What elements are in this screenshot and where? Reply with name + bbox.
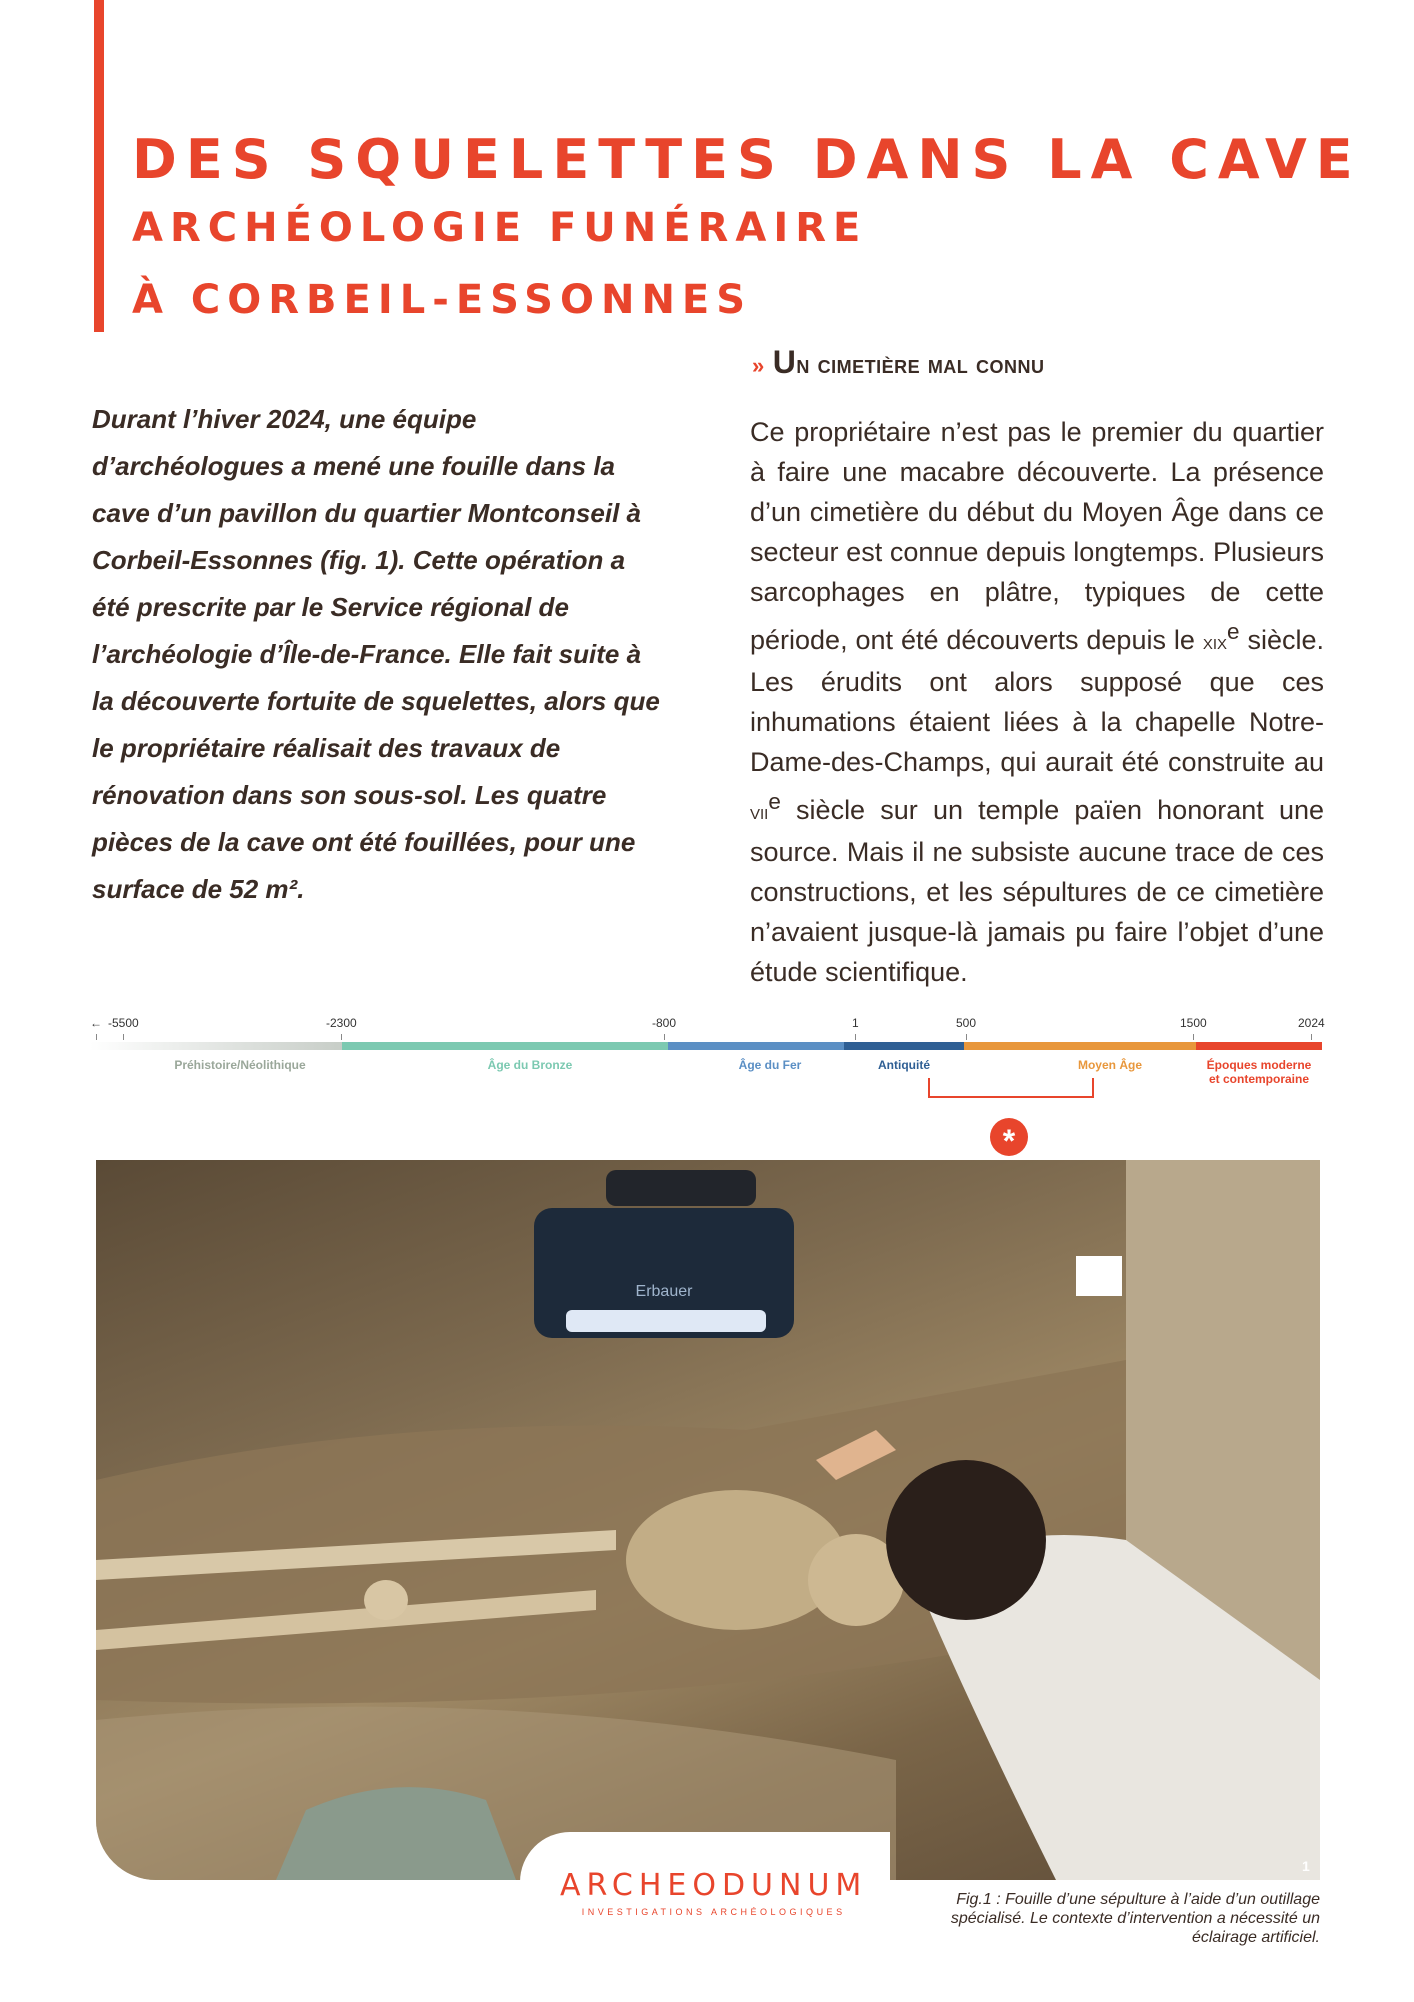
archeodunum-logo (560, 1868, 867, 1917)
archaeologist-hair (886, 1460, 1046, 1620)
logo-tab (520, 1832, 890, 2002)
body-text-part-2: siècle. Les érudits ont alors supposé que ces inhumations étaient liées à la chapelle Notre-Dame-des-Champs, qui aurait été construite au (750, 625, 1324, 777)
timeline-bar-antiquity (844, 1042, 964, 1050)
century-19: xix (1202, 629, 1228, 654)
chronology-timeline (90, 1016, 1330, 1159)
excavation-photo (96, 1160, 1320, 1880)
timeline-bar-bronze (342, 1042, 668, 1050)
section-heading-initial: U (772, 344, 797, 380)
timeline-bar-prehistory (90, 1042, 342, 1050)
century-7-suffix: e (768, 789, 781, 814)
intro-text-2: Les quatre pièces de la cave ont été fouillées, pour une surface de 52 m². (92, 780, 636, 904)
timeline-bar-iron (668, 1042, 844, 1050)
timeline-label-prehistory: Préhistoire/Néolithique (174, 1058, 306, 1072)
timeline-label-middle-ages: Moyen Âge (1077, 1058, 1142, 1072)
lamp-light (566, 1310, 766, 1332)
timeline-tick: -2300 (326, 1016, 357, 1030)
timeline-tick: -800 (652, 1016, 677, 1030)
period-bracket (928, 1078, 1094, 1098)
logo-wordmark: ARCHEODUNUM (560, 1868, 868, 1903)
timeline-label-iron: Âge du Fer (738, 1058, 802, 1072)
page-subtitle-line-1: ARCHÉOLOGIE FUNÉRAIRE (132, 205, 868, 251)
timeline-tick: 500 (956, 1016, 977, 1030)
page-subtitle-line-2: À CORBEIL-ESSONNES (132, 277, 753, 323)
work-lamp (534, 1170, 794, 1338)
section-heading (752, 344, 1045, 381)
timeline-arrow-icon: ← (90, 1016, 102, 1030)
lamp-handle (606, 1170, 756, 1206)
page-title: DES SQUELETTES DANS LA CAVE (132, 128, 1362, 191)
timeline-tick: 1500 (1180, 1016, 1207, 1030)
title-accent-bar (94, 0, 104, 332)
asterisk-marker-icon: * (990, 1118, 1028, 1156)
figure-number: 1 (1302, 1858, 1310, 1874)
timeline-label-modern-line-2: et contemporaine (1208, 1072, 1310, 1086)
intro-text: Durant l’hiver 2024, une équipe d’archéologues a mené une fouille dans la cave d’un pavillon du quartier Montconseil à Corbeil-Essonnes (fig. 1). Cette opération a été prescrite par le Service régional de l’archéologie d’Île-de-France. Elle fait suite à la découverte fortuite de squelettes, alors que le propriétaire réalisait des travaux de rénovation dans son sous-sol. (92, 404, 660, 810)
figure-caption: Fig.1 : Fouille d’une sépulture à l’aide d’un outillage spécialisé. Le contexte d’intervention a nécessité un éclairage artificiel. (950, 1891, 1320, 1946)
section-heading-text: n cimetière mal connu (796, 349, 1045, 379)
timeline-bar-middle-ages (964, 1042, 1196, 1050)
timeline-bar-modern (1196, 1042, 1322, 1050)
logo-tagline: INVESTIGATIONS ARCHÉOLOGIQUES (581, 1907, 846, 1917)
timeline-label-modern (1196, 1058, 1322, 1086)
timeline-label-antiquity: Antiquité (878, 1058, 930, 1072)
timeline-tick: 2024 (1298, 1016, 1325, 1030)
lamp-brand-label: Erbauer (635, 1283, 693, 1300)
excavation-illustration (96, 1160, 1320, 1880)
joint-bone (364, 1580, 408, 1620)
chevron-icon: » (752, 353, 765, 378)
section-body (750, 412, 1324, 992)
body-text-part-1: Ce propriétaire n’est pas le premier du quartier à faire une macabre découverte. La présence d’un cimetière du début du Moyen Âge dans ce secteur est connue depuis longtemps. Plusieurs sarcophages en plâtre, typiques de cette période, ont été découverts depuis le (750, 417, 1324, 655)
century-7: vii (750, 799, 769, 824)
timeline-tick: -5500 (108, 1016, 139, 1030)
timeline-tick: 1 (852, 1016, 859, 1030)
timeline-label-bronze: Âge du Bronze (487, 1058, 573, 1072)
century-19-suffix: e (1227, 619, 1240, 644)
timeline-label-modern-line-1: Époques moderne (1206, 1058, 1312, 1072)
intro-paragraph (92, 396, 662, 913)
body-text-part-3: siècle sur un temple païen honorant une source. Mais il ne subsiste aucune trace de ces constructions, et les sépultures de ce cimetière n’avaient jusque-là jamais pu faire l’objet d’une étude scientifique. (750, 795, 1324, 987)
survey-marker (1076, 1256, 1122, 1296)
title-block (132, 128, 1362, 336)
